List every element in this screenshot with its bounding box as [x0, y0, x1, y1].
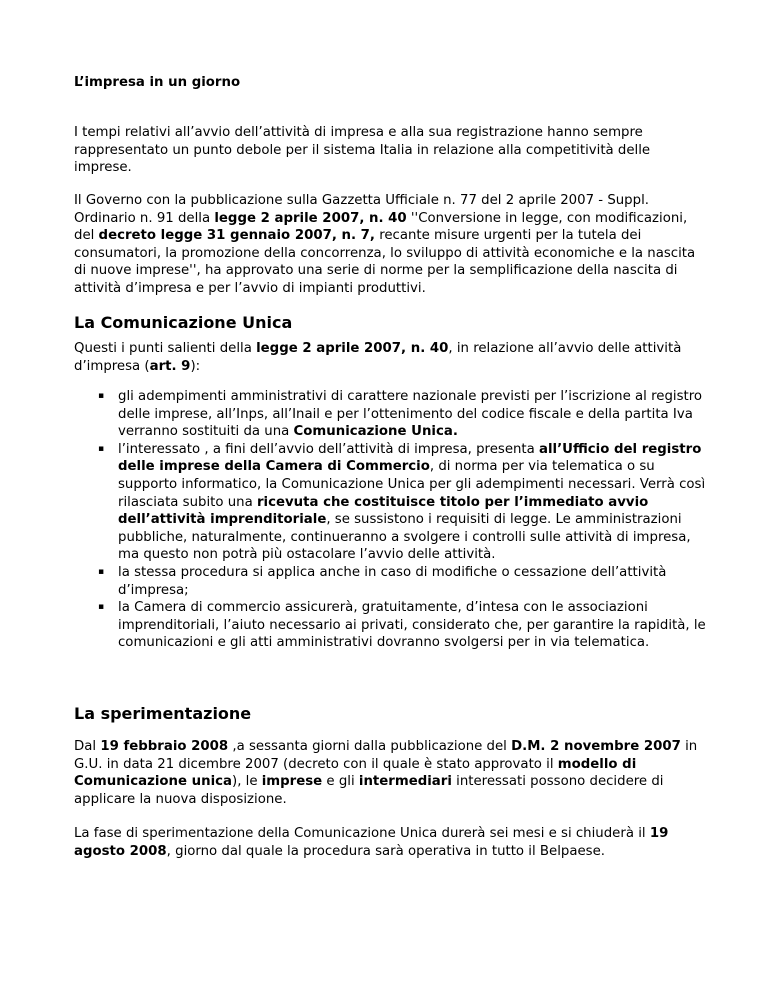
square-bullet-icon: ▪: [98, 443, 105, 454]
text-run: , in relazione all’avvio delle attività d’impresa (: [74, 341, 682, 374]
bold-text: all’Ufficio del registro delle imprese della Camera di Commercio: [118, 441, 702, 475]
section-title-sperimentazione: La sperimentazione: [74, 704, 252, 723]
experimentation-paragraph: [74, 738, 710, 808]
bold-text: Comunicazione Unica.: [293, 424, 458, 440]
section-title-impresa-in-un-giorno: L’impresa in un giorno: [74, 75, 241, 90]
list-item: [74, 388, 714, 441]
text-run: la Camera di commercio assicurerà, gratuitamente, d’intesa con le associazioni imprenditoriali, l’aiuto necessario ai privati, considerato che, per garantire la rapidità, le comunicazioni e gli atti amministrativi dovranno svolgersi per in via telematica.: [118, 600, 706, 651]
section-title-comunicazione-unica: La Comunicazione Unica: [74, 313, 293, 332]
text-run: Dal: [74, 739, 101, 754]
text-run: ''Conversione in legge, con modificazioni, del: [74, 210, 688, 244]
text-run: ,a sessanta giorni dalla pubblicazione del: [228, 739, 512, 754]
text-run: l’interessato , a fini dell’avvio dell’attività di impresa, presenta: [118, 441, 540, 457]
bold-text: ricevuta che costituisce titolo per l’immediato avvio dell’attività imprenditoriale: [118, 494, 649, 528]
square-bullet-icon: ▪: [98, 391, 105, 401]
intro-paragraph: I tempi relativi all’avvio dell’attività di impresa e alla sua registrazione hanno sempre rappresentato un punto debole per il sistema Italia in relazione alla competitività delle imprese.: [74, 125, 651, 176]
bold-law-reference: legge 2 aprile 2007, n. 40: [214, 210, 407, 226]
bold-decree-reference: decreto legge 31 gennaio 2007, n. 7,: [98, 228, 375, 244]
square-bullet-icon: ▪: [98, 566, 105, 577]
bold-date: 19 febbraio 2008: [100, 739, 229, 754]
text-run: , se sussistono i requisiti di legge. Le amministrazioni pubbliche, naturalmente, continueranno a svolgere i controlli sulle attività di impresa, ma questo non potrà più ostacolare l’avvio delle attività.: [118, 512, 691, 563]
text-run: recante misure urgenti per la tutela dei consumatori, la promozione della concorrenza, lo sviluppo di attività economiche e la nascita di nuove imprese'', ha approvato una serie di norme per la semplificazione della nascita di attività d’impresa e per l’avvio di impianti produttivi.: [74, 228, 696, 296]
bold-text: intermediari: [358, 774, 452, 790]
key-points-intro-paragraph: [74, 340, 704, 375]
duration-paragraph: [74, 825, 710, 860]
text-run: , di norma per via telematica o su supporto informatico, la Comunicazione Unica per gli adempimenti necessari. Verrà così rilasciata subito una: [118, 459, 706, 510]
text-run: gli adempimenti amministrativi di carattere nazionale previsti per l’iscrizione al registro delle imprese, all’Inps, all’Inail e per l’ottenimento del codice fiscale e della partita Iva verranno sostituiti da una: [118, 389, 703, 440]
text-run: La fase di sperimentazione della Comunicazione Unica durerà sei mesi e si chiuderà il: [74, 826, 650, 841]
text-run: Questi i punti salienti della: [74, 341, 257, 356]
bold-decree-reference: D.M. 2 novembre 2007: [511, 739, 681, 754]
bold-article-reference: art. 9: [149, 358, 191, 374]
text-run: e gli: [322, 774, 359, 790]
text-run: Il Governo con la pubblicazione sulla Gazzetta Ufficiale n. 77 del 2 aprile 2007 - Suppl. Ordinario n. 91 della: [74, 193, 649, 226]
text-run: ), le: [232, 774, 262, 790]
list-item: [74, 441, 714, 564]
government-paragraph: [74, 192, 710, 298]
text-run: ):: [190, 358, 201, 374]
text-run: in G.U. in data 21 dicembre 2007 (decreto con il quale è stato approvato il: [74, 739, 698, 772]
bold-law-reference: legge 2 aprile 2007, n. 40: [256, 341, 449, 356]
key-points-list: [74, 388, 714, 652]
bold-text: modello di Comunicazione unica: [74, 756, 637, 790]
text-run: , giorno dal quale la procedura sarà operativa in tutto il Belpaese.: [166, 843, 606, 859]
bold-text: imprese: [261, 774, 323, 790]
list-item: [74, 564, 714, 599]
list-item: [74, 599, 714, 652]
bold-date: 19 agosto 2008: [74, 826, 669, 859]
text-run: la stessa procedura si applica anche in caso di modifiche o cessazione dell’attività d’impresa;: [118, 564, 667, 598]
square-bullet-icon: ▪: [98, 602, 105, 613]
text-run: interessati possono decidere di applicare la nuova disposizione.: [74, 774, 664, 807]
